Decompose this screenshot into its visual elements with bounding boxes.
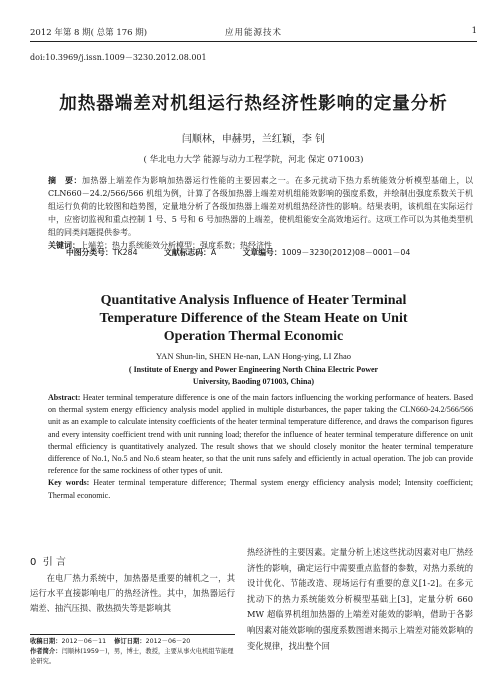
footnote — [30, 637, 235, 667]
keywords-en-label: Key words: — [48, 478, 90, 488]
footnote-author: 作者简介：闫顺林(1959－)，男，博士，教授，主要从事火电机组节能理论研究。 — [30, 648, 234, 665]
abstract-zh-text: 加热器上端差作为影响加热器运行性能的主要因素之一。在多元扰动下热力系统能效分析模型基础上，以 CLN660－24.2/566/566 机组为例，计算了各级加热器上端差对机组能效影响的强度系数，并绘制出强度系数关于机组运行负荷的比较图和趋势图，定量地分析了各级加热器上端差对机组热经济性的影响。结果表明，该机组在实际运行中，应密切监视和重点控制 1 号、5 号和 6 号加热器的上端差，使机组能安全高效地运行。这项工作可以为其他类型机组的同类问题提供参考。 — [48, 176, 474, 237]
clc-code: 中图分类号：TK284 — [66, 248, 138, 257]
journal-name: 应用能源技术 — [225, 28, 283, 38]
body-column-left — [30, 571, 235, 616]
keywords-en — [48, 477, 473, 501]
paper-title-en — [30, 292, 477, 346]
keywords-zh-text: 上端差；热力系统能效分析模型；强度系数；热经济性 — [80, 241, 272, 250]
document-code: 文献标志码：A — [164, 248, 217, 257]
abstract-en-text: Heater terminal temperature difference is one of the main factors influencing the working performance of heaters. Based on thermal system energy efficiency analysis model applied in multiple disturbances, the paper taking the CLN660-24.2/566/566 unit as an example to calculate intensity coefficients of the heater terminal temperature difference, and draws the comparison figures and every intensity coefficient trend with unit running load; therefor the influence of heater terminal temperature difference on unit thermal efficiency is quantitatively analyzed. The result shows that we should closely monitor the heater terminal temperature difference of No.1, No.5 and No.6 steam heater, so that the unit runs safely and efficiently in actual operation. The job can provide reference for the same rockiness of other types of unit. — [48, 393, 473, 476]
revised-date: 2012－06－20 — [145, 638, 191, 645]
affiliation-en-line-2: University, Baoding 071003, China) — [192, 377, 315, 386]
footnote-dates: 收稿日期：2012－06－11 修订日期：2012－06－20 — [30, 638, 191, 645]
affiliation-zh: ( 华北电力大学 能源与动力工程学院，河北 保定 071003) — [143, 155, 364, 165]
abstract-en-body — [48, 392, 473, 477]
body-column-right — [247, 545, 473, 654]
doi: doi:10.3969/j.issn.1009－3230.2012.08.001 — [30, 53, 207, 62]
abstract-en — [48, 392, 473, 502]
abstract-zh-label: 摘 要： — [48, 176, 83, 185]
author-bio: 闫顺林(1959－)，男，博士，教授，主要从事火电机组节能理论研究。 — [30, 648, 234, 665]
keywords-en-text: Heater terminal temperature difference; Thermal system energy efficiency analysis model; Intensity coefficient; Thermal economic. — [48, 478, 474, 500]
article-number: 文章编号：1009－3230(2012)08－0001－04 — [242, 248, 411, 257]
body-paragraph: 在电厂热力系统中，加热器是重要的辅机之一，其运行水平直接影响电厂的热经济性。其中，加热器运行端差、抽汽压损、散热损失等是影响其 — [30, 573, 235, 613]
affiliation-en-line-1: ( Institute of Energy and Power Engineering North China Electric Power — [128, 365, 379, 374]
abstract-zh — [48, 174, 473, 252]
page-number: 1 — [471, 26, 477, 36]
keywords-zh-label: 关键词： — [48, 241, 80, 250]
abstract-en-label: Abstract: — [48, 393, 81, 402]
section-heading — [30, 553, 66, 568]
section-title: 引 言 — [42, 557, 66, 568]
authors-zh: 闫顺林，申赫男，兰红颖，李 钊 — [181, 134, 326, 145]
paper-title-zh: 加热器端差对机组运行热经济性影响的定量分析 — [59, 94, 448, 114]
running-header — [30, 24, 477, 42]
header-rule — [30, 41, 477, 42]
title-en-line-3: Operation Thermal Economic — [163, 329, 344, 344]
title-en-line-2: Temperature Difference of the Steam Heate on Unit — [99, 311, 408, 326]
section-number: 0 — [30, 557, 37, 568]
affiliation-en — [30, 364, 477, 388]
authors-en: YAN Shun-lin, SHEN He-nan, LAN Hong-ying, LI Zhao — [155, 351, 351, 361]
abstract-zh-body — [48, 174, 473, 239]
body-paragraph: 热经济性的主要因素。定量分析上述这些扰动因素对电厂热经济性的影响，确定运行中需要重点监督的参数，对热力系统的设计优化、节能改造、现场运行有重要的意义[1-2]。在多元扰动下的热力系统能效分析模型基础上[3]，定量分析 660 MW 超临界机组加热器的上端差对能效的影响，借助于各影响因素对能效影响的强度系数图谱来揭示上端差对能效影响的变化规律，找出整个回 — [247, 547, 473, 651]
footnote-rule — [30, 634, 235, 635]
classification-meta — [66, 247, 434, 258]
received-date: 2012－06－11 — [61, 638, 107, 645]
title-en-line-1: Quantitative Analysis Influence of Heater Terminal — [100, 293, 407, 308]
journal-issue: 2012 年第 8 期( 总第 176 期) — [30, 28, 148, 38]
